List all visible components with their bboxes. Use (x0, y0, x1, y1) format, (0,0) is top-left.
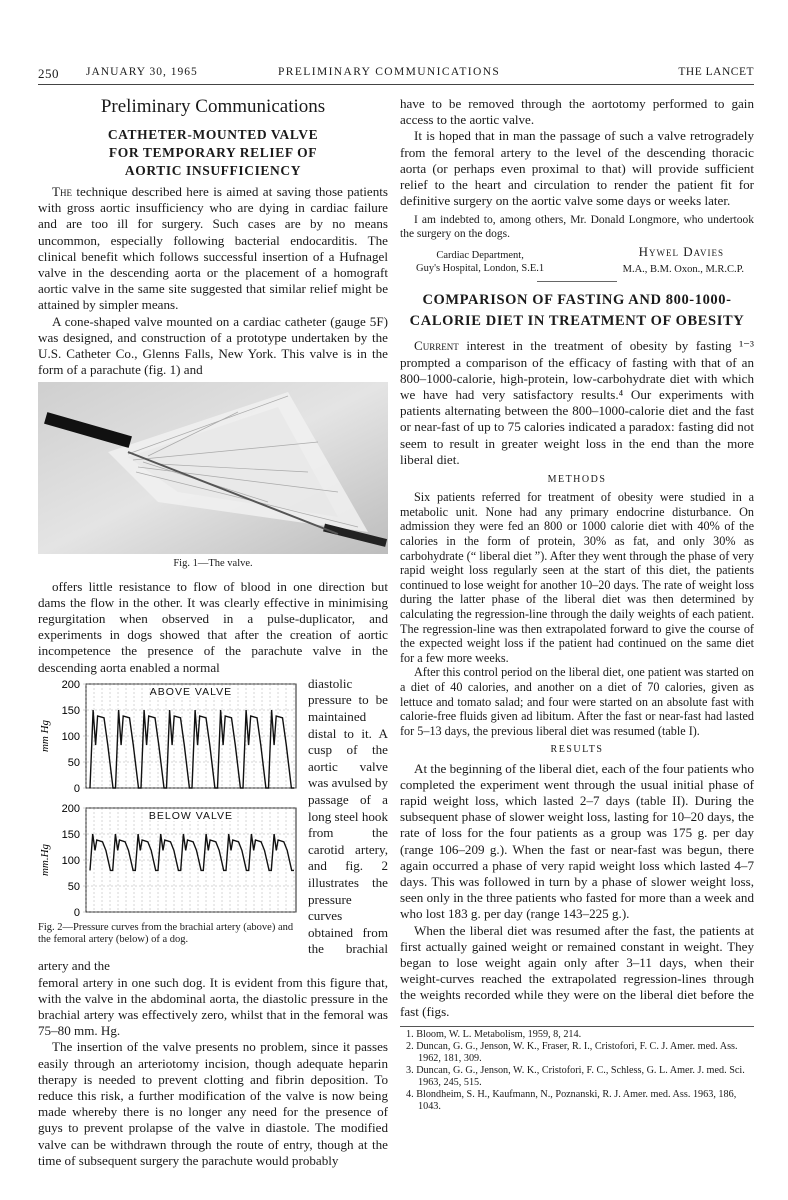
paragraph: femoral artery in one such dog. It is evident from this figure that, with the valve in the abdominal aorta, the diastolic pressure in the brachial artery was effectively zero, whilst that in the femoral was 75–80 mm. Hg. (38, 974, 388, 1039)
y-tick-label: 100 (61, 854, 80, 867)
figure-2-wrap (38, 676, 388, 975)
affiliation (416, 249, 544, 275)
left-column (38, 96, 388, 1169)
y-tick-label: 150 (61, 828, 80, 841)
paragraph (38, 184, 388, 314)
pressure-trace (90, 710, 294, 788)
author-degrees: M.A., B.M. Oxon., M.R.C.P. (622, 264, 744, 276)
right-column (400, 96, 754, 1113)
title-line: CALORIE DIET IN TREATMENT OF OBESITY (409, 313, 745, 330)
acknowledgement: I am indebted to, among others, Mr. Donald Longmore, who undertook the surgery on the dogs. (400, 214, 754, 241)
references (400, 1026, 754, 1113)
pressure-trace (90, 834, 294, 870)
figure-2 (38, 680, 300, 947)
y-axis-label: mm.Hg (39, 843, 51, 876)
figure-1-caption: Fig. 1—The valve. (173, 558, 253, 570)
author-name: Hywel Davies (638, 244, 724, 260)
paragraph: When the liberal diet was resumed after the fast, the patients at first actually gained weight or remained constant in weight. They began to lose weight again only after 3–11 days, when their weight-curves reached the extrapolated regression-lines through the weights recorded while they were on the liberal diet before the fast (figs. (400, 922, 754, 1019)
lead-word: Current (414, 338, 459, 354)
y-tick-label: 200 (61, 679, 80, 691)
header-rule (38, 84, 754, 85)
paragraph: A cone-shaped valve mounted on a cardiac catheter (gauge 5F) was designed, and construction of a prototype undertaken by the U.S. Catheter Co., Glenns Falls, New York. This valve is in the form of a parachute (fig. 1) and (38, 313, 388, 378)
reference-item: 4. Blondheim, S. H., Kaufmann, N., Poznanski, R. J. Amer. med. Ass. 1963, 186, 1043. (406, 1088, 737, 1112)
results-heading: RESULTS (550, 744, 604, 756)
issue-date: JANUARY 30, 1965 (86, 66, 198, 78)
article-title-1 (38, 126, 388, 180)
paragraph: It is hoped that in man the passage of such a valve retrogradely from the femoral artery to the level of the descending thoracic aorta (or perhaps even proximal to that) will provide sufficient relief to the heart and circulation to render the patient fit for definitive surgery on the aortic valve some days or weeks later. (400, 128, 754, 209)
reference-item: 2. Duncan, G. G., Jenson, W. K., Fraser, R. I., Cristofori, F. C. J. Amer. med. Ass. 1962, 181, 309. (406, 1040, 738, 1064)
wrapped-text: diastolic pressure to be maintained distal to it. A cusp of the aortic valve was avulsed by passage of a long steel hook from the carotid artery, and fig. 2 illustrates the pressure curves obtained from the brachial artery and the (38, 675, 389, 973)
reference-item: 3. Duncan, G. G., Jenson, W. K., Cristofori, F. C., Schless, G. L. Amer. J. med. Sci. 1963, 245, 515. (406, 1064, 745, 1088)
paragraph: After this control period on the liberal diet, one patient was started on a diet of 40 calories, and another on a diet of 70 calories, given as lettuce and tomato salad; and four were started on an absolute fast with calorie-free fluids given ad libitum. After the fast or near-fast had lasted for 5–13 days, the previous liberal diet was resumed (table I). (400, 665, 754, 738)
paragraph: The insertion of the valve presents no problem, since it passes easily through an arteriotomy incision, though adequate heparin therapy is needed to prevent clotting and fibrin deposition. To reduce this risk, a further modification of the valve is now being made whereby there is no longer any need for the presence of guys to prevent prolapse of the valve in diastole. The modified valve can be withdrawn through the route of entry, though at the time of subsequent surgery the parachute would probably (38, 1039, 388, 1168)
y-tick-label: 50 (67, 880, 80, 893)
section-name: PRELIMINARY COMMUNICATIONS (278, 66, 501, 78)
y-tick-label: 0 (73, 782, 80, 795)
paragraph: offers little resistance to flow of blood in one direction but dams the flow in the other. It was clearly effective in minimising regurgitation when observed in a pulse-duplicator, and experiments in dogs showed that after the creation of aortic incompetence the presence of the parachute valve in the descending aorta enabled a normal (38, 578, 388, 675)
reference-item: 1. Bloom, W. L. Metabolism, 1959, 8, 214. (406, 1028, 582, 1040)
title-line: FOR TEMPORARY RELIEF OF (108, 145, 318, 160)
y-tick-label: 150 (61, 704, 80, 717)
valve-photo (38, 382, 388, 554)
title-line: AORTIC INSUFFICIENCY (124, 163, 302, 178)
paragraph-text: technique described here is aimed at saving those patients with gross aortic insufficiency who are dying in cardiac failure and are too ill for surgery. Such cases are by no means uncommon, especially following bacterial endocarditis. The clinical benefit which follows successful insertion of a Hufnagel valve in the descending aorta or the placement of a homograft aortic valve in the same site suggested that similar relief might be attained by simpler means. (38, 184, 388, 313)
paragraph: Six patients referred for treatment of obesity were studied in a metabolic unit. None had any primary endocrine disturbance. On admission they were fed an 800 or 1000 calorie diet with 40% of the calories in the form of protein, 30% as fat, and only 30% as carbohydrate (“ liberal diet ”). After they went through the phase of very rapid weight loss regularly seen at the start of this diet, the patients continued to lose weight for another 10–20 days. The rate of weight loss during the latter phase of the liberal diet was then determined by calculating the regression-line through the daily weights of each patient. The regression-line was then extrapolated forward to give the course of the expected weight loss if the patient had continued on the same diet for a few more weeks. (400, 490, 754, 665)
panel-title: BELOW VALVE (148, 809, 234, 822)
pressure-chart (38, 680, 300, 922)
signature-block (400, 245, 754, 281)
running-header (38, 66, 754, 82)
paragraph-text: interest in the treatment of obesity by fasting ¹⁻³ prompted a comparison of the efficacy of fasting with that of an 800–1000-calorie, high-protein, low-carbohydrate diet with which we have had very satisfactory results.⁴ Our experiments with patients alternating between the 800–1000-calorie diet and the fast or near-fast of up to 75 calories indicated a paradox: fasting did not seem to result in greater weight loss in the end than the more liberal diet. (400, 338, 754, 467)
section-title: Preliminary Communications (100, 96, 326, 117)
y-axis-label: mm Hg (39, 719, 51, 752)
article-title-2 (400, 290, 754, 332)
methods-heading: METHODS (547, 474, 607, 486)
page-number: 250 (38, 66, 59, 81)
separator (537, 281, 617, 282)
journal-name: THE LANCET (678, 66, 754, 78)
title-line: CATHETER-MOUNTED VALVE (107, 127, 319, 142)
figure-2-caption: Fig. 2—Pressure curves from the brachial artery (above) and the femoral artery (below) of a dog. (38, 921, 294, 946)
paragraph (400, 338, 754, 468)
panel-title: ABOVE VALVE (149, 685, 233, 698)
y-tick-label: 50 (67, 756, 80, 769)
y-tick-label: 0 (73, 906, 80, 919)
paragraph: At the beginning of the liberal diet, each of the four patients who completed the experiment went through the usual initial phase of rapid weight loss, which lasted 2–7 days (table II). During the subsequent phase of slower weight loss, lasting for 10–20 days, the rate of loss for the four patients as a group was 175 g. per day (range 106–209 g.). When the fast or near-fast was begun, there again occurred a phase of very rapid weight loss which lasted 4–7 days. This was followed in turn by a phase of slower weight loss, seen only in the three patients who fasted for more than a week and who lost 183 g. per day (range 143–225 g.). (400, 760, 754, 922)
y-tick-label: 200 (61, 802, 80, 815)
y-tick-label: 100 (61, 730, 80, 743)
affiliation-line: Guy's Hospital, London, S.E.1 (416, 263, 545, 275)
figure-1-photo (38, 382, 388, 554)
affiliation-line: Cardiac Department, (436, 250, 524, 262)
title-line: COMPARISON OF FASTING AND 800-1000- (422, 292, 732, 309)
paragraph: have to be removed through the aortotomy performed to gain access to the aortic valve. (400, 96, 754, 128)
lead-word: The (52, 184, 72, 199)
